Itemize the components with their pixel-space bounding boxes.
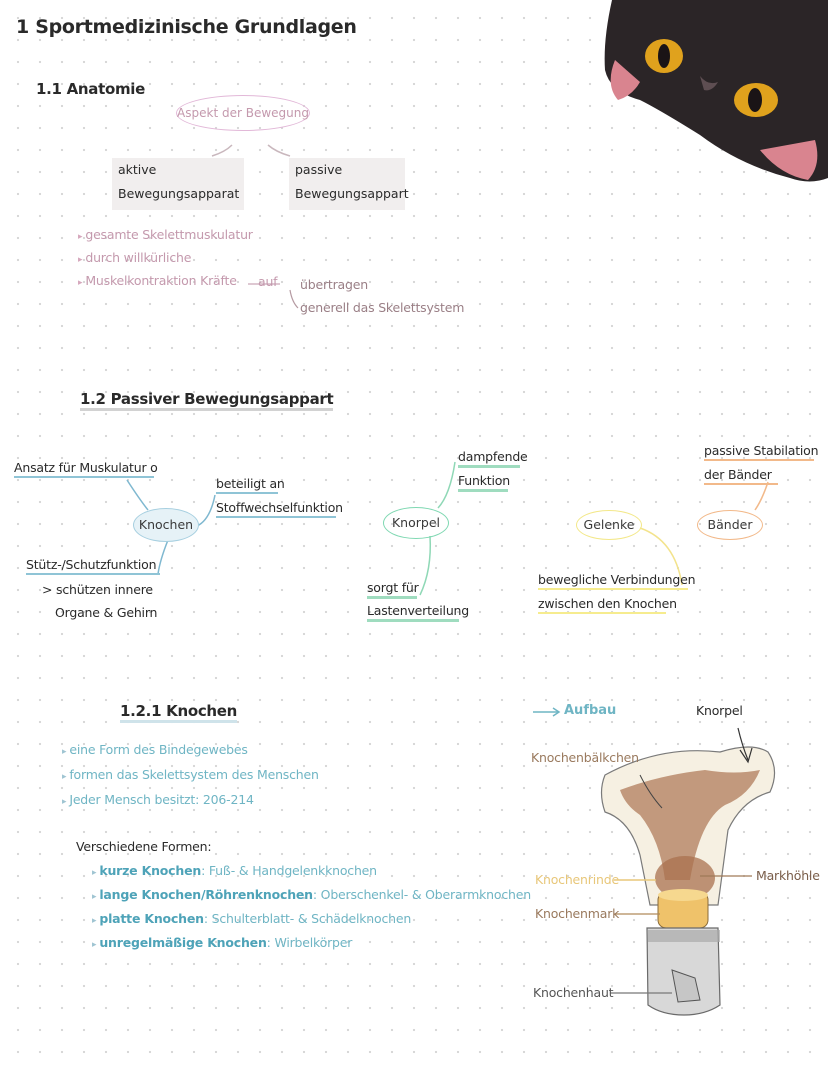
- passive-box-line-2: Bewegungsappart: [295, 186, 409, 201]
- schuetzen-label-2: Organe & Gehirn: [55, 605, 158, 620]
- knochen-bullet-3: ▸ Jeder Mensch besitzt: 206-214: [62, 792, 254, 807]
- stuetz-label: Stütz-/Schutzfunktion: [26, 557, 160, 575]
- bone-label-markhoehle: Markhöhle: [756, 868, 820, 883]
- baender-desc-2: der Bänder: [704, 467, 778, 485]
- sorgt-label-2: Lastenverteilung: [367, 603, 459, 622]
- dampfende-label-2: Funktion: [458, 473, 508, 492]
- form-item-1: ▸ kurze Knochen: Fuß- & Handgelenkknochen: [92, 863, 377, 878]
- knochen-bubble: Knochen: [133, 508, 199, 542]
- form-item-2: ▸ lange Knochen/Röhrenknochen: Oberschenkel- & Oberarmknochen: [92, 887, 531, 902]
- form-item-3: ▸ platte Knochen: Schulterblatt- & Schädelknochen: [92, 911, 412, 926]
- sorgt-label-1: sorgt für: [367, 580, 417, 599]
- gelenke-desc-2: zwischen den Knochen: [538, 596, 666, 614]
- knorpel-bubble: Knorpel: [383, 507, 449, 539]
- schuetzen-label-1: > schützen innere: [42, 582, 153, 597]
- knochen-bullet-1: ▸ eine Form des Bindegewebes: [62, 742, 248, 757]
- beteiligt-label-1: beteiligt an: [216, 476, 278, 494]
- beteiligt-label-2: Stoffwechselfunktion: [216, 500, 336, 518]
- section-heading-passiver: 1.2 Passiver Bewegungsappart: [80, 390, 333, 411]
- active-box: [112, 158, 244, 210]
- gelenke-bubble: Gelenke: [576, 510, 642, 540]
- bone-label-knochenbaelkchen: Knochenbälkchen: [531, 750, 639, 765]
- passive-box-line-1: passive: [295, 162, 343, 177]
- aufbau-label: Aufbau: [564, 703, 617, 718]
- active-box-line-2: Bewegungsapparat: [118, 186, 240, 201]
- dampfende-label-1: dampfende: [458, 449, 520, 468]
- bone-label-knochenhaut: Knochenhaut: [533, 985, 614, 1000]
- section-heading-anatomie: 1.1 Anatomie: [36, 80, 146, 98]
- uebertragen-label: übertragen: [300, 277, 368, 292]
- page-title: 1 Sportmedizinische Grundlagen: [16, 16, 357, 38]
- baender-desc-1: passive Stabilation: [704, 443, 814, 461]
- anatomie-bullet-3: ▸ Muskelkontraktion Kräfte: [78, 273, 237, 288]
- form-item-4: ▸ unregelmäßige Knochen: Wirbelkörper: [92, 935, 353, 950]
- section-heading-knochen: 1.2.1 Knochen: [120, 702, 237, 723]
- knochen-bullet-2: ▸ formen das Skelettsystem des Menschen: [62, 767, 319, 782]
- ansatz-label: Ansatz für Muskulatur o: [14, 460, 154, 478]
- bone-label-knochenrinde: Knochenrinde: [535, 872, 619, 887]
- gelenke-desc-1: bewegliche Verbindungen: [538, 572, 688, 590]
- anatomie-bullet-2: ▸ durch willkürliche: [78, 250, 192, 265]
- skelett-label: generell das Skelettsystem: [300, 300, 465, 315]
- bone-label-knorpel: Knorpel: [696, 703, 743, 718]
- formen-title: Verschiedene Formen:: [76, 839, 212, 854]
- baender-bubble: Bänder: [697, 510, 763, 540]
- anatomie-bullet-1: ▸ gesamte Skelettmuskulatur: [78, 227, 253, 242]
- auf-label: auf: [258, 274, 278, 289]
- bone-label-knochenmark: Knochenmark: [535, 906, 620, 921]
- aspect-bubble: Aspekt der Bewegung: [176, 95, 310, 131]
- passive-box: [289, 158, 409, 210]
- active-box-line-1: aktive: [118, 162, 157, 177]
